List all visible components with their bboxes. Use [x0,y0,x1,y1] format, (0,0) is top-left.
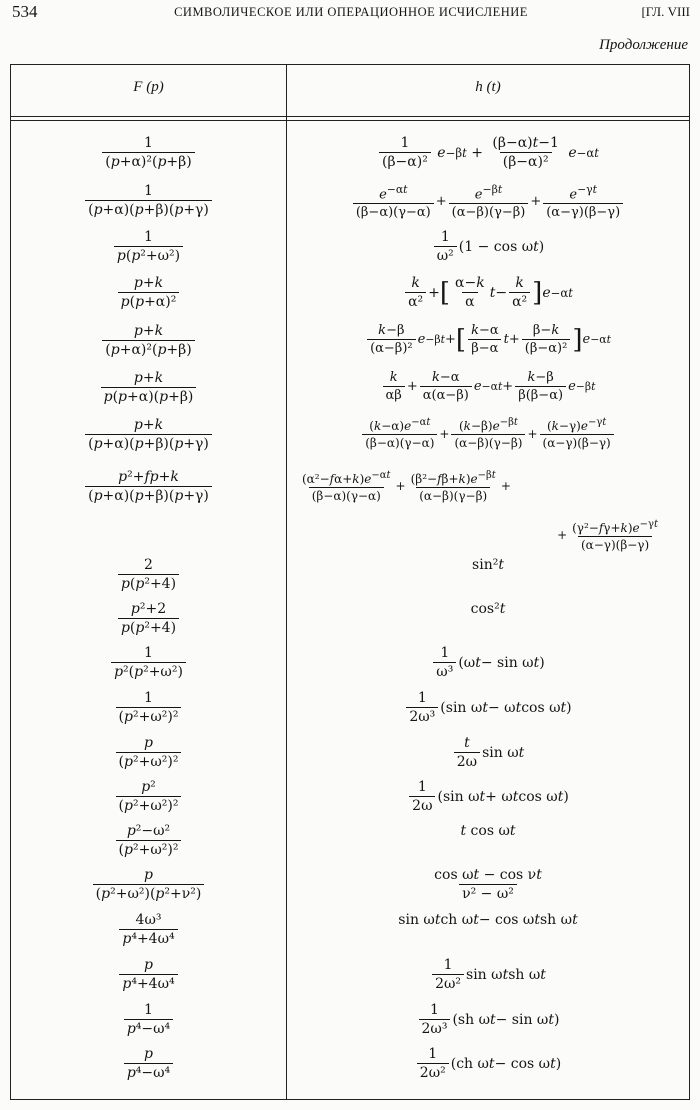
formula-F: $\frac{p}{\text{(p²+ω²)²}}$ [11,735,286,770]
formula-h: $\frac{(k-\alpha)e^{-\alpha t}}{(\beta-\alpha)(\gamma-\alpha)}$ + $\frac{(k-\beta)e^{-\beta t}}{(\alpha-\beta)(\gamma-\beta)}$ + $\frac{(k-\gamma)e^{-\gamma t}}{(\alpha-\gamma)(\beta-\gamma)}$ [287,417,689,450]
table-row [11,370,689,414]
page-header [12,2,690,24]
formula-F: $\frac{1}{\text{p²(p²+ω²)}}$ [11,645,286,680]
table-row [11,735,689,779]
table-row [11,229,689,273]
continuation-label: Продолжение [599,37,688,53]
column-header-h: h (t) [475,79,501,95]
formula-h: $\frac{1}{\text{2ω²}}$ (ch ω t − cos ω t ) [287,1046,689,1081]
formula-h: $\frac{1}{\text{2ω³}}$ (sin ω t − ω t cos ω t ) [287,690,689,725]
table-row [11,779,689,823]
formula-F: $\frac{1}{\text{(p²+ω²)²}}$ [11,690,286,725]
table-row [11,867,689,911]
page-number: 534 [12,2,38,21]
formula-h: $\frac{1}{2\omega}$ (sin ω t + ω t cos ω t ) [287,779,689,814]
header-rule [11,116,689,121]
table-row [11,323,689,369]
formula-F: $\frac{2}{\text{p(p²+4)}}$ [11,557,286,592]
table-row [11,557,689,601]
table-row [11,1046,689,1090]
formula-h: sin ω t ch ω t − cos ω t sh ω t [398,912,578,928]
table-row [11,183,689,227]
table-row [11,1002,689,1046]
table-row [11,957,689,1001]
table-row [11,823,689,867]
formula-h-line2: + $\frac{(\gamma^2-f\gamma+k)e^{-\gamma t}}{(\alpha-\gamma)(\beta-\gamma)}$ [557,518,658,552]
transform-table [10,64,690,1100]
table-row [11,690,689,734]
formula-F: $\frac{p+k}{\text{p(p+α)²}}$ [11,275,286,310]
formula-h-line1: $\frac{(\alpha^2-f\alpha+k)e^{-\alpha t}}{(\beta-\alpha)(\gamma-\alpha)}$ + $\frac{(\beta^2-f\beta+k)e^{-\beta t}}{(\alpha-\beta)(\gamma-\beta)}$ + [302,469,511,503]
table-row [11,645,689,689]
formula-F: $\frac{p+k}{(p+\alpha)(p+\beta)(p+\gamma)}$ [11,417,286,452]
column-header-F: F (p) [133,79,164,95]
formula-F: $\frac{p}{\text{p⁴−ω⁴}}$ [11,1046,286,1081]
formula-F: $\frac{\text{p²+fp+k}}{(p+\alpha)(p+\beta)(p+\gamma)}$ [11,464,286,508]
formula-h: $\frac{1}{\text{2ω²}}$ sin ω t sh ω t [287,957,689,992]
formula-h: $\frac{\text{cos ωt − cos νt}}{\text{ν² − ω²}}$ [434,867,542,902]
formula-h: $\frac{1}{\text{ω²}}$ (1 − cos ω t ) [287,229,689,264]
formula-h: sin² t [472,557,504,573]
running-title: СИМВОЛИЧЕСКОЕ ИЛИ ОПЕРАЦИОННОЕ ИСЧИСЛЕНИЕ [174,5,528,19]
formula-F: $\frac{\text{4ω³}}{\text{p⁴+4ω⁴}}$ [11,912,286,947]
formula-F: $\frac{\text{p²−ω²}}{\text{(p²+ω²)²}}$ [11,823,286,858]
table-row [11,275,689,321]
formula-F: $\frac{1}{\text{p⁴−ω⁴}}$ [11,1002,286,1037]
formula-F: $\frac{1}{\text{p(p²+ω²)}}$ [11,229,286,264]
table-row [11,601,689,645]
formula-F: $\frac{\text{p²+2}}{\text{p(p²+4)}}$ [11,601,286,636]
formula-F: $\frac{1}{\text{(p+α)²(p+β)}}$ [11,135,286,170]
formula-h: $\frac{k}{\text{α²}}$ + [ $\frac{\alpha-k}{\alpha}$ t − $\frac{k}{\text{α²}}$ ] e −αt [287,275,689,310]
formula-h: $\frac{k}{\alpha\beta}$ + $\frac{k-\alpha}{\alpha(\alpha-\beta)}$ e −αt + $\frac{k-\beta}{\beta(\beta-\alpha)}$ e −βt [287,370,689,403]
table-row [11,135,689,179]
formula-h: $\frac{k-\beta}{\text{(α−β)²}}$ e −βt + [ $\frac{k-\alpha}{\beta-\alpha}$ t + $\frac{\beta-k}{\text{(β−α)²}}$ ] e −αt [287,323,689,356]
chapter-label: [ГЛ. VIII [641,4,690,19]
formula-h: $\frac{1}{\text{(β−α)²}}$ e −βt + $\frac{(\beta-\alpha)t-1}{\text{(β−α)²}}$ e −αt [287,135,689,170]
formula-h: cos² t [470,601,506,617]
formula-h: t cos ω t [460,823,516,839]
formula-F: $\frac{p}{\text{(p²+ω²)(p²+ν²)}}$ [11,867,286,902]
formula-h: $\frac{1}{\text{ω³}}$ (ω t − sin ω t ) [287,645,689,680]
formula-h: $\frac{e^{-\alpha t}}{(\beta-\alpha)(\gamma-\alpha)}$ + $\frac{e^{-\beta t}}{(\alpha-\beta)(\gamma-\beta)}$ + $\frac{e^{-\gamma t}}{(\alpha-\gamma)(\beta-\gamma)}$ [287,183,689,220]
table-row [11,912,689,956]
formula-h: $\frac{t}{2\omega}$ sin ω t [287,735,689,770]
table-row [11,464,689,560]
formula-h: $\frac{1}{\text{2ω³}}$ (sh ω t − sin ω t ) [287,1002,689,1037]
formula-F: $\frac{\text{p²}}{\text{(p²+ω²)²}}$ [11,779,286,814]
formula-F: $\frac{p+k}{\text{(p+α)²(p+β)}}$ [11,323,286,358]
formula-F: $\frac{p+k}{p(p+\alpha)(p+\beta)}$ [11,370,286,405]
table-row [11,417,689,461]
formula-F: $\frac{1}{(p+\alpha)(p+\beta)(p+\gamma)}$ [11,183,286,218]
formula-F: $\frac{p}{\text{p⁴+4ω⁴}}$ [11,957,286,992]
